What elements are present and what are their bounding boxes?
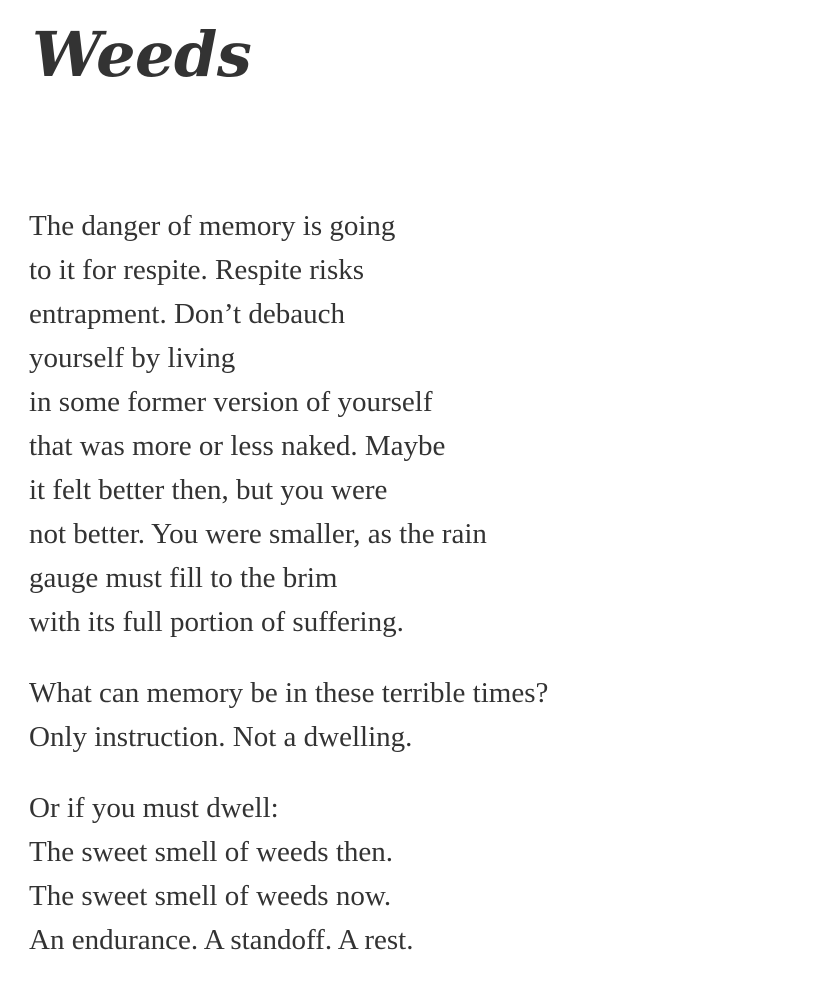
poem-body xyxy=(29,204,819,989)
stanza-2 xyxy=(29,671,819,759)
poem-line: The sweet smell of weeds then. xyxy=(29,836,394,868)
poem-line: that was more or less naked. Maybe xyxy=(29,430,446,462)
poem-title: Weeds xyxy=(32,18,252,91)
poem-line: The sweet smell of weeds now. xyxy=(29,880,392,912)
poem-line: with its full portion of suffering. xyxy=(29,606,404,638)
poem-line: it felt better then, but you were xyxy=(29,474,388,506)
poem-line: Or if you must dwell: xyxy=(29,792,279,824)
poem-line: Only instruction. Not a dwelling. xyxy=(29,721,413,753)
poem-line: gauge must fill to the brim xyxy=(29,562,338,594)
poem-line: to it for respite. Respite risks xyxy=(29,254,365,286)
stanza-1 xyxy=(29,204,819,644)
poem-line: entrapment. Don’t debauch xyxy=(29,298,345,330)
poem-line: The danger of memory is going xyxy=(29,210,396,242)
poem-line: An endurance. A standoff. A rest. xyxy=(29,924,414,956)
stanza-3 xyxy=(29,786,819,962)
poem-line: not better. You were smaller, as the rain xyxy=(29,518,487,550)
poem-line: yourself by living xyxy=(29,342,236,374)
poem-line: What can memory be in these terrible times? xyxy=(29,677,549,709)
poem-line: in some former version of yourself xyxy=(29,386,433,418)
